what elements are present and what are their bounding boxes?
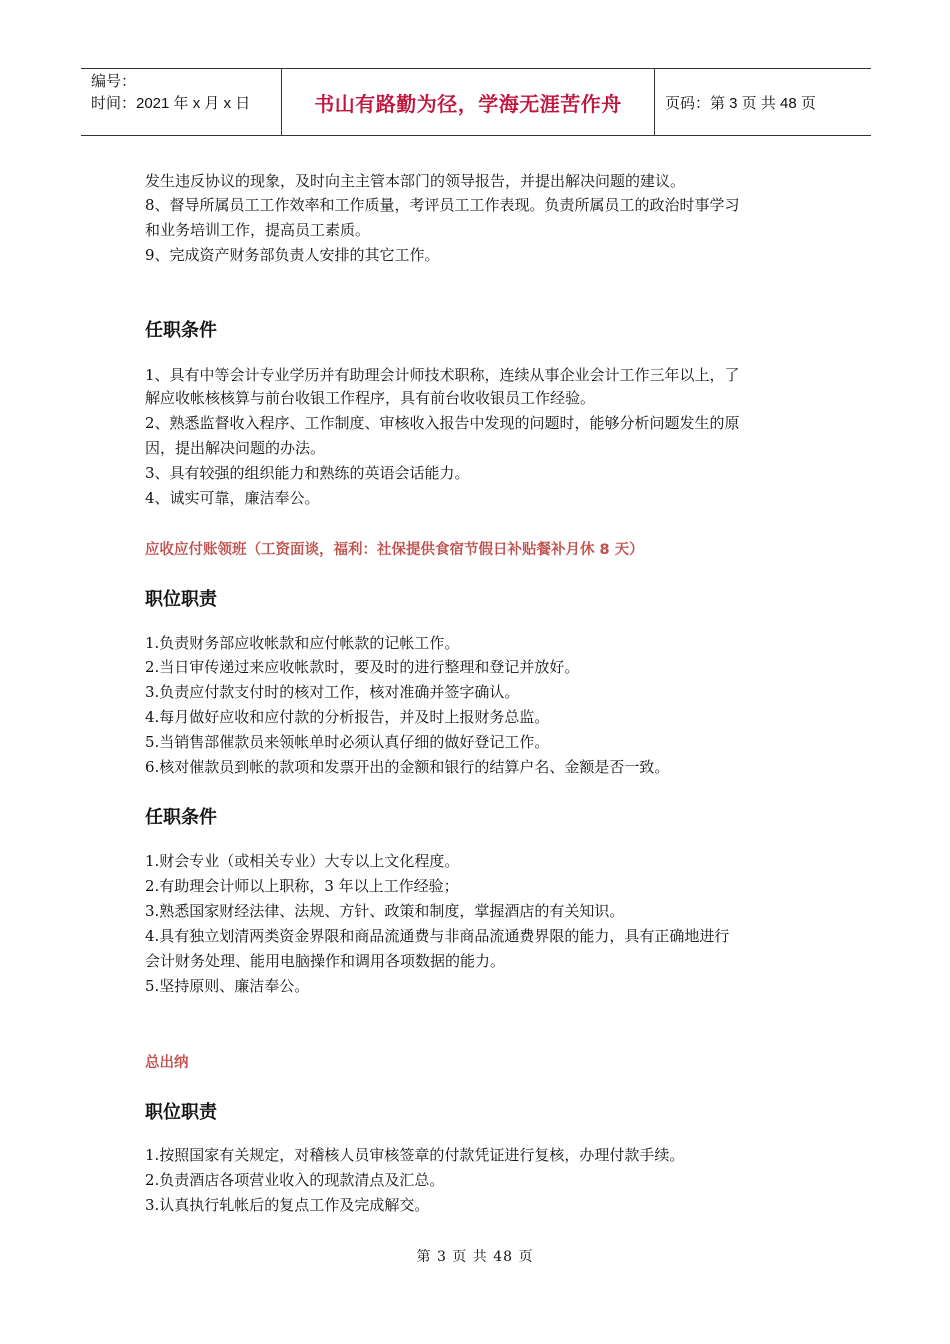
list-item: 3.熟悉国家财经法律、法规、方针、政策和制度，掌握酒店的有关知识。	[145, 902, 625, 920]
list-item: 1.按照国家有关规定，对稽核人员审核签章的付款凭证进行复核，办理付款手续。	[145, 1146, 685, 1164]
motto-text: 书山有路勤为径，学海无涯苦作舟	[314, 91, 622, 116]
body-line: 9、完成资产财务部负责人安排的其它工作。	[145, 246, 440, 264]
list-item: 4.每月做好应收和应付款的分析报告，并及时上报财务总监。	[145, 708, 550, 726]
body-line: 2、熟悉监督收入程序、工作制度、审核收入报告中发现的问题时，能够分析问题发生的原	[145, 414, 740, 432]
body-line: 解应收帐核核算与前台收银工作程序，具有前台收收银员工作经验。	[145, 389, 596, 407]
page-footer: 第 3 页 共 48 页	[416, 1249, 534, 1265]
section-heading: 职位职责	[145, 589, 217, 610]
job-title: 总出纳	[145, 1055, 189, 1071]
date-label: 时间：2021 年 x 月 x 日	[91, 95, 251, 112]
section-heading: 任职条件	[145, 807, 217, 828]
section-heading: 任职条件	[145, 320, 217, 341]
number-label: 编号：	[91, 73, 137, 90]
list-item: 6.核对催款员到帐的款项和发票开出的金额和银行的结算户名、金额是否一致。	[145, 758, 670, 776]
list-item: 5.当销售部催款员来领帐单时必须认真仔细的做好登记工作。	[145, 733, 550, 751]
list-item: 3.认真执行轧帐后的复点工作及完成解交。	[145, 1196, 430, 1214]
body-line: 因，提出解决问题的办法。	[145, 439, 326, 457]
list-item: 5.坚持原则、廉洁奉公。	[145, 977, 310, 995]
body-line: 发生违反协议的现象，及时向主主管本部门的领导报告，并提出解决问题的建议。	[145, 172, 686, 190]
header-page-cell	[655, 69, 871, 135]
job-title: 应收应付账领班（工资面谈，福利：社保提供食宿节假日补贴餐补月休 8 天）	[145, 542, 644, 558]
body-line: 1、具有中等会计专业学历并有助理会计师技术职称，连续从事企业会计工作三年以上，了	[145, 366, 740, 384]
page-header-table	[81, 68, 871, 136]
list-item: 1.负责财务部应收帐款和应付帐款的记帐工作。	[145, 634, 460, 652]
list-item: 2.当日审传递过来应收帐款时，要及时的进行整理和登记并放好。	[145, 658, 580, 676]
header-meta-cell	[81, 69, 282, 135]
page-label: 页码：第 3 页 共 48 页	[665, 94, 816, 112]
body-line: 和业务培训工作，提高员工素质。	[145, 221, 371, 239]
body-line: 8、督导所属员工工作效率和工作质量，考评员工工作表现。负责所属员工的政治时事学习	[145, 196, 740, 214]
body-line: 4、诚实可靠，廉洁奉公。	[145, 489, 320, 507]
body-line: 3、具有较强的组织能力和熟练的英语会话能力。	[145, 464, 470, 482]
list-item: 3.负责应付款支付时的核对工作，核对准确并签字确认。	[145, 683, 520, 701]
list-item: 1.财会专业（或相关专业）大专以上文化程度。	[145, 852, 460, 870]
header-motto-cell	[282, 69, 655, 135]
list-item: 会计财务处理、能用电脑操作和调用各项数据的能力。	[145, 952, 506, 970]
list-item: 2.有助理会计师以上职称，3 年以上工作经验；	[145, 877, 459, 895]
section-heading: 职位职责	[145, 1102, 217, 1123]
list-item: 2.负责酒店各项营业收入的现款清点及汇总。	[145, 1171, 445, 1189]
list-item: 4.具有独立划清两类资金界限和商品流通费与非商品流通费界限的能力，具有正确地进行	[145, 927, 730, 945]
